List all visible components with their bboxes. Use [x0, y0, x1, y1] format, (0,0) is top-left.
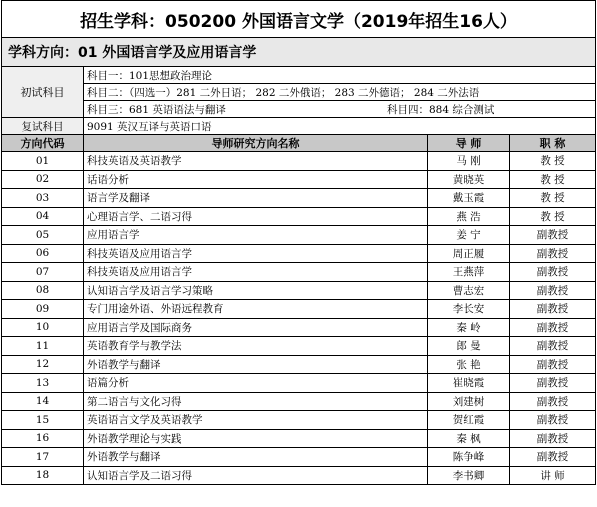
advisor-name: 周正履 [428, 244, 510, 263]
research-direction: 外语教学与翻译 [84, 448, 428, 467]
page-title: 招生学科：050200 外国语言文学（2019年招生16人） [2, 1, 596, 38]
exam-subject-3: 科目三：681 英语语法与翻译 [87, 103, 226, 116]
research-direction: 认知语言学及语言学习策略 [84, 281, 428, 300]
advisor-name: 崔晓霞 [428, 374, 510, 393]
research-direction: 第二语言与文化习得 [84, 392, 428, 411]
header-code: 方向代码 [2, 135, 84, 152]
direction-code: 10 [2, 318, 84, 337]
table-row [2, 170, 596, 189]
advisor-name: 秦 枫 [428, 429, 510, 448]
table-row [2, 429, 596, 448]
table-row [2, 318, 596, 337]
advisor-rank: 副教授 [510, 429, 596, 448]
exam-subject-2: 科目二：（四选一）281 二外日语； 282 二外俄语； 283 二外德语； 284 二外法语 [84, 84, 596, 101]
table-row [2, 226, 596, 245]
direction-code: 07 [2, 263, 84, 282]
advisor-name: 姜 宁 [428, 226, 510, 245]
advisor-rank: 副教授 [510, 355, 596, 374]
admissions-table [1, 0, 596, 485]
advisor-rank: 副教授 [510, 226, 596, 245]
table-row [2, 300, 596, 319]
direction-code: 08 [2, 281, 84, 300]
advisor-rank: 副教授 [510, 411, 596, 430]
advisor-name: 黄晓英 [428, 170, 510, 189]
research-direction: 英语教育学与教学法 [84, 337, 428, 356]
research-direction: 语言学及翻译 [84, 189, 428, 208]
direction-code: 18 [2, 466, 84, 485]
advisor-name: 马 刚 [428, 152, 510, 171]
advisor-name: 李长安 [428, 300, 510, 319]
direction-code: 06 [2, 244, 84, 263]
exam-subject-4: 科目四：884 综合测试 [387, 103, 495, 116]
direction-code: 17 [2, 448, 84, 467]
direction-code: 13 [2, 374, 84, 393]
advisor-name: 张 艳 [428, 355, 510, 374]
header-direction: 导师研究方向名称 [84, 135, 428, 152]
advisor-rank: 副教授 [510, 337, 596, 356]
retest-value: 9091 英汉互译与英语口语 [84, 118, 596, 135]
table-row [2, 448, 596, 467]
advisor-name: 王燕萍 [428, 263, 510, 282]
direction-code: 02 [2, 170, 84, 189]
research-direction: 语篇分析 [84, 374, 428, 393]
research-direction: 科技英语及应用语言学 [84, 263, 428, 282]
advisor-rank: 讲 师 [510, 466, 596, 485]
research-direction: 专门用途外语、外语远程教育 [84, 300, 428, 319]
advisor-name: 贺红霞 [428, 411, 510, 430]
research-direction: 认知语言学及二语习得 [84, 466, 428, 485]
direction-code: 09 [2, 300, 84, 319]
advisor-rank: 副教授 [510, 318, 596, 337]
table-row [2, 337, 596, 356]
research-direction: 外语教学与翻译 [84, 355, 428, 374]
advisor-rank: 副教授 [510, 448, 596, 467]
advisor-rows [2, 152, 596, 485]
research-direction: 应用语言学 [84, 226, 428, 245]
direction-code: 11 [2, 337, 84, 356]
table-row [2, 411, 596, 430]
advisor-name: 燕 浩 [428, 207, 510, 226]
advisor-name: 曹志宏 [428, 281, 510, 300]
research-direction: 英语语言文学及英语教学 [84, 411, 428, 430]
direction-code: 03 [2, 189, 84, 208]
header-rank: 职 称 [510, 135, 596, 152]
advisor-name: 秦 岭 [428, 318, 510, 337]
table-row [2, 281, 596, 300]
advisor-rank: 教 授 [510, 189, 596, 208]
advisor-rank: 教 授 [510, 152, 596, 171]
retest-label: 复试科目 [2, 118, 84, 135]
direction-code: 14 [2, 392, 84, 411]
research-direction: 科技英语及英语教学 [84, 152, 428, 171]
table-row [2, 189, 596, 208]
advisor-name: 陈争峰 [428, 448, 510, 467]
table-row [2, 152, 596, 171]
table-row [2, 244, 596, 263]
header-advisor: 导 师 [428, 135, 510, 152]
direction-code: 12 [2, 355, 84, 374]
advisor-rank: 教 授 [510, 207, 596, 226]
table-row [2, 392, 596, 411]
direction-heading: 学科方向：01 外国语言学及应用语言学 [2, 38, 596, 67]
exam-subject-1: 科目一：101思想政治理论 [84, 67, 596, 84]
table-row [2, 207, 596, 226]
advisor-name: 郎 曼 [428, 337, 510, 356]
advisor-rank: 副教授 [510, 281, 596, 300]
advisor-rank: 副教授 [510, 263, 596, 282]
research-direction: 外语教学理论与实践 [84, 429, 428, 448]
advisor-rank: 副教授 [510, 300, 596, 319]
table-row [2, 355, 596, 374]
direction-code: 05 [2, 226, 84, 245]
direction-code: 16 [2, 429, 84, 448]
exam-subjects-3-4 [84, 101, 596, 118]
research-direction: 话语分析 [84, 170, 428, 189]
table-row [2, 263, 596, 282]
table-row [2, 466, 596, 485]
advisor-rank: 副教授 [510, 374, 596, 393]
table-row [2, 374, 596, 393]
direction-code: 01 [2, 152, 84, 171]
exam-label: 初试科目 [2, 67, 84, 118]
direction-code: 15 [2, 411, 84, 430]
direction-code: 04 [2, 207, 84, 226]
advisor-rank: 副教授 [510, 392, 596, 411]
advisor-name: 刘建树 [428, 392, 510, 411]
advisor-name: 李书卿 [428, 466, 510, 485]
research-direction: 心理语言学、二语习得 [84, 207, 428, 226]
research-direction: 科技英语及应用语言学 [84, 244, 428, 263]
advisor-name: 戴玉霞 [428, 189, 510, 208]
advisor-rank: 副教授 [510, 244, 596, 263]
research-direction: 应用语言学及国际商务 [84, 318, 428, 337]
advisor-rank: 教 授 [510, 170, 596, 189]
